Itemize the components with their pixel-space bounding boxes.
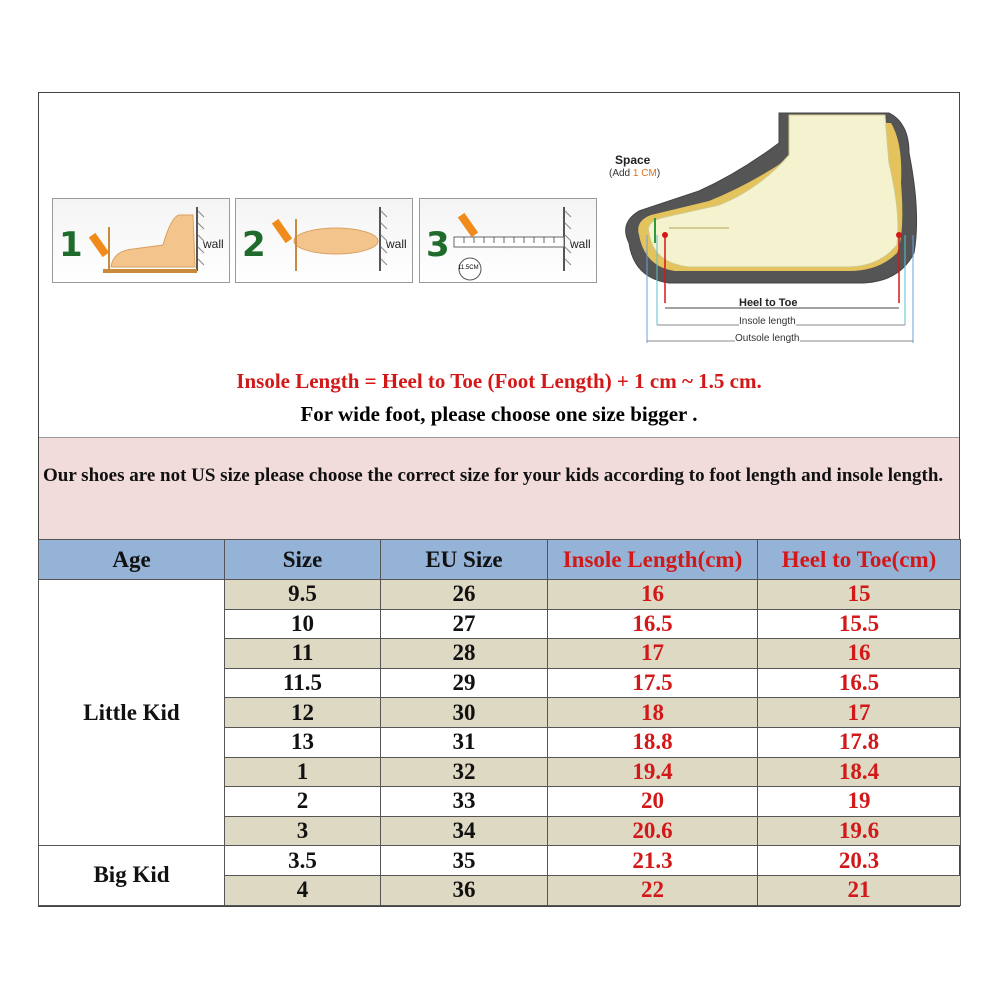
insole-cell: 17 bbox=[548, 639, 758, 669]
ruler-mark: 11.5CM bbox=[458, 265, 479, 271]
heel-cell: 16.5 bbox=[758, 668, 961, 698]
size-chart bbox=[38, 92, 960, 907]
heel-cell: 20.3 bbox=[758, 846, 961, 876]
eu-size-cell: 32 bbox=[381, 757, 548, 787]
insole-cell: 19.4 bbox=[548, 757, 758, 787]
eu-size-cell: 35 bbox=[381, 846, 548, 876]
step-2-panel bbox=[235, 198, 413, 283]
size-cell: 9.5 bbox=[225, 580, 381, 610]
heel-cell: 17.8 bbox=[758, 727, 961, 757]
age-group-label: Little Kid bbox=[39, 580, 225, 846]
heel-cell: 15.5 bbox=[758, 609, 961, 639]
eu-size-cell: 27 bbox=[381, 609, 548, 639]
step-1-panel bbox=[52, 198, 230, 283]
heel-cell: 16 bbox=[758, 639, 961, 669]
heel-cell: 17 bbox=[758, 698, 961, 728]
heel-cell: 21 bbox=[758, 875, 961, 905]
size-cell: 2 bbox=[225, 787, 381, 817]
space-note-suffix: ) bbox=[656, 168, 661, 179]
eu-size-cell: 30 bbox=[381, 698, 548, 728]
step-1-number: 1 bbox=[59, 225, 83, 265]
measurement-guide bbox=[39, 93, 959, 437]
eu-size-cell: 26 bbox=[381, 580, 548, 610]
step-2-number: 2 bbox=[242, 225, 266, 265]
header-heel-to-toe: Heel to Toe(cm) bbox=[758, 540, 961, 580]
header-eu-size: EU Size bbox=[381, 540, 548, 580]
space-note-value: 1 CM bbox=[632, 168, 657, 179]
size-cell: 11.5 bbox=[225, 668, 381, 698]
eu-size-cell: 33 bbox=[381, 787, 548, 817]
size-notice bbox=[39, 437, 959, 540]
heel-cell: 18.4 bbox=[758, 757, 961, 787]
header-size: Size bbox=[225, 540, 381, 580]
outsole-length-label: Outsole length bbox=[735, 333, 800, 344]
size-cell: 3.5 bbox=[225, 846, 381, 876]
insole-cell: 16 bbox=[548, 580, 758, 610]
insole-cell: 22 bbox=[548, 875, 758, 905]
eu-size-cell: 36 bbox=[381, 875, 548, 905]
size-cell: 10 bbox=[225, 609, 381, 639]
table-row bbox=[39, 580, 961, 610]
table-header bbox=[39, 540, 961, 580]
wall-label: wall bbox=[203, 237, 224, 251]
table-row bbox=[39, 846, 961, 876]
size-cell: 4 bbox=[225, 875, 381, 905]
notice-text: Our shoes are not US size please choose the correct size for your kids according to foot length and insole length. bbox=[43, 465, 944, 486]
heel-cell: 15 bbox=[758, 580, 961, 610]
insole-cell: 18.8 bbox=[548, 727, 758, 757]
wall-label: wall bbox=[570, 237, 591, 251]
eu-size-cell: 34 bbox=[381, 816, 548, 846]
size-table bbox=[38, 539, 961, 906]
space-note bbox=[609, 168, 660, 179]
heel-cell: 19 bbox=[758, 787, 961, 817]
insole-cell: 18 bbox=[548, 698, 758, 728]
insole-length-label: Insole length bbox=[739, 316, 796, 327]
insole-cell: 17.5 bbox=[548, 668, 758, 698]
size-cell: 1 bbox=[225, 757, 381, 787]
wide-foot-note: For wide foot, please choose one size bigger . bbox=[300, 402, 698, 426]
header-insole-length: Insole Length(cm) bbox=[548, 540, 758, 580]
wall-label: wall bbox=[386, 237, 407, 251]
space-note-prefix: (Add bbox=[609, 168, 633, 179]
age-group-label: Big Kid bbox=[39, 846, 225, 905]
size-cell: 3 bbox=[225, 816, 381, 846]
insole-cell: 16.5 bbox=[548, 609, 758, 639]
eu-size-cell: 31 bbox=[381, 727, 548, 757]
size-cell: 11 bbox=[225, 639, 381, 669]
heel-to-toe-label: Heel to Toe bbox=[739, 297, 798, 309]
header-age: Age bbox=[39, 540, 225, 580]
insole-cell: 20 bbox=[548, 787, 758, 817]
heel-cell: 19.6 bbox=[758, 816, 961, 846]
eu-size-cell: 29 bbox=[381, 668, 548, 698]
step-3-number: 3 bbox=[426, 225, 450, 265]
insole-cell: 21.3 bbox=[548, 846, 758, 876]
step-3-panel bbox=[419, 198, 597, 283]
size-cell: 12 bbox=[225, 698, 381, 728]
insole-formula: Insole Length = Heel to Toe (Foot Length) + 1 cm ~ 1.5 cm. bbox=[236, 369, 762, 393]
size-cell: 13 bbox=[225, 727, 381, 757]
space-label: Space bbox=[615, 153, 651, 167]
insole-cell: 20.6 bbox=[548, 816, 758, 846]
eu-size-cell: 28 bbox=[381, 639, 548, 669]
